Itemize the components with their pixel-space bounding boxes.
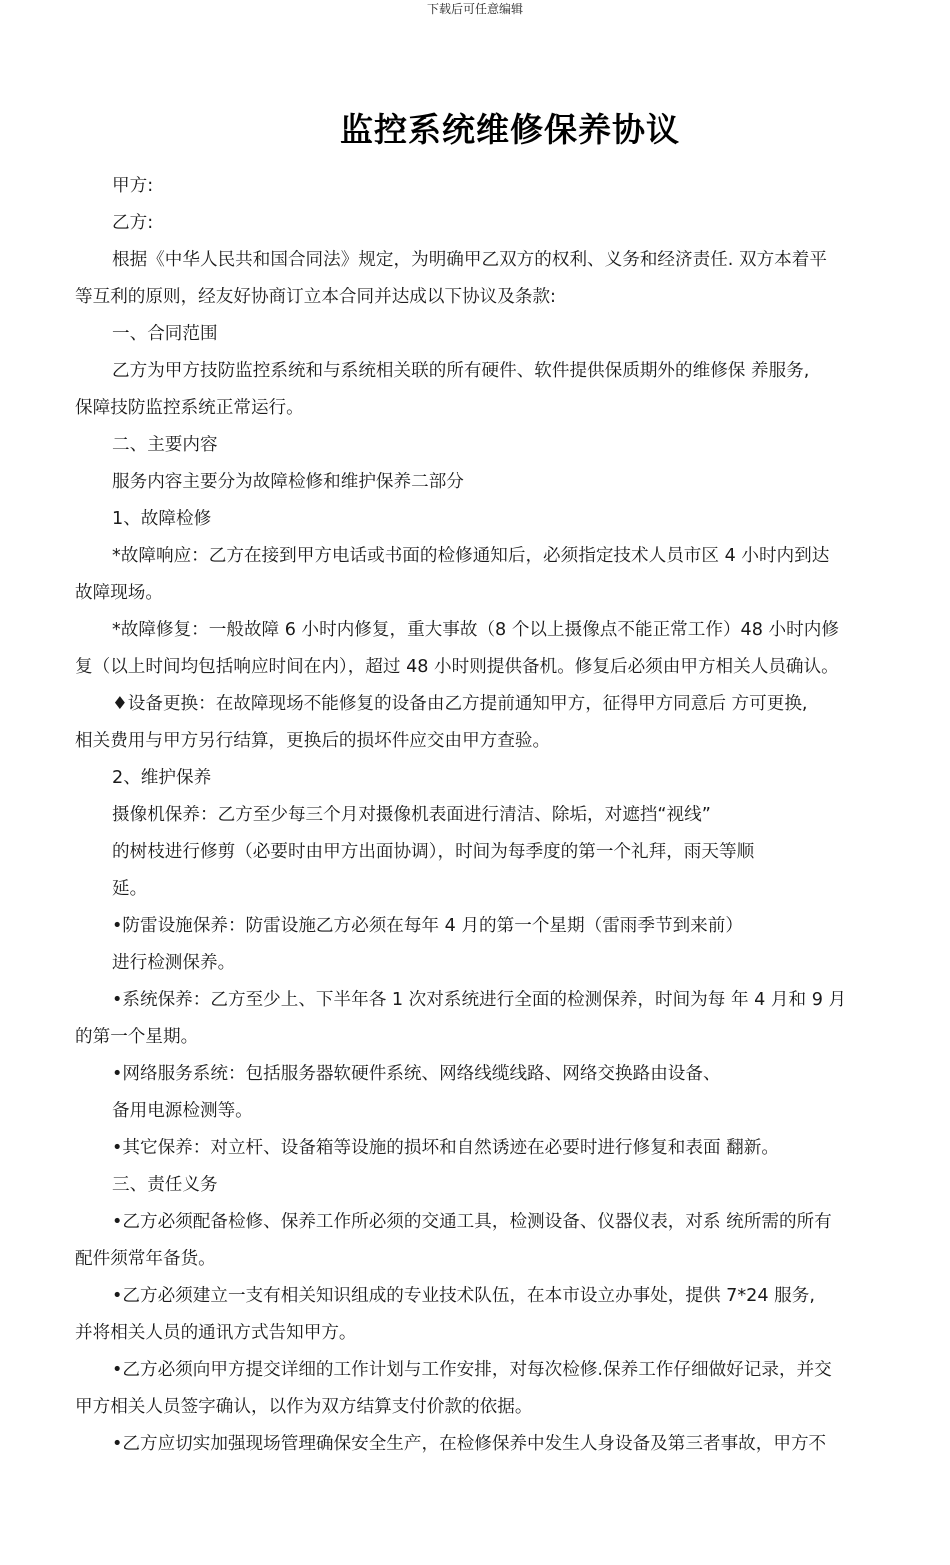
text-line: 备用电源检测等。: [112, 1101, 253, 1121]
text-line: 2、维护保养: [112, 768, 212, 788]
text-line: 甲方相关人员签字确认，以作为双方结算支付价款的依据。: [75, 1397, 533, 1417]
text-line: 甲方:: [112, 176, 154, 196]
text-line: 配件须常年备货。: [75, 1249, 216, 1269]
text-line: 复（以上时间均包括响应时间在内），超过 48 小时则提供备机。修复后必须由甲方相关人员确认。: [75, 657, 839, 677]
text-line: 保障技防监控系统正常运行。: [75, 398, 304, 418]
document-body: [75, 168, 881, 1463]
text-line: •网络服务系统：包括服务器软硬件系统、网络线缆线路、网络交换路由设备、: [112, 1064, 721, 1084]
text-line: •乙方必须向甲方提交详细的工作计划与工作安排，对每次检修.保养工作仔细做好记录，并交: [112, 1360, 832, 1380]
header-note: 下载后可任意编辑: [426, 2, 523, 16]
text-line: •其它保养：对立杆、设备箱等设施的损坏和自然诱迹在必要时进行修复和表面 翻新。: [112, 1138, 779, 1158]
text-line: 1、故障检修: [112, 509, 212, 529]
text-line: 一、合同范围: [112, 324, 218, 344]
text-line: 的树枝进行修剪（必要时由甲方出面协调），时间为每季度的第一个礼拜，雨天等顺: [112, 842, 755, 862]
text-line: •乙方必须建立一支有相关知识组成的专业技术队伍，在本市设立办事处，提供 7*24 服务,: [112, 1286, 815, 1306]
text-line: •乙方必须配备检修、保养工作所必须的交通工具，检测设备、仪器仪表，对系 统所需的所有: [112, 1212, 832, 1232]
text-line: 乙方:: [112, 213, 154, 233]
text-line: ♦设备更换：在故障现场不能修复的设备由乙方提前通知甲方，征得甲方同意后 方可更换,: [112, 694, 808, 714]
text-line: 并将相关人员的通讯方式告知甲方。: [75, 1323, 357, 1343]
text-line: 二、主要内容: [112, 435, 218, 455]
text-line: 进行检测保养。: [112, 953, 236, 973]
document-title: 监控系统维修保养协议: [340, 110, 680, 149]
text-line: 故障现场。: [75, 583, 163, 603]
text-line: 相关费用与甲方另行结算，更换后的损坏件应交由甲方查验。: [75, 731, 551, 751]
text-line: •乙方应切实加强现场管理确保安全生产，在检修保养中发生人身设备及第三者事故，甲方不: [112, 1434, 827, 1454]
text-line: *故障修复：一般故障 6 小时内修复，重大事故（8 个以上摄像点不能正常工作）48 小时内修: [112, 620, 839, 640]
text-line: *故障响应：乙方在接到甲方电话或书面的检修通知后，必须指定技术人员市区 4 小时内到达: [112, 546, 830, 566]
text-line: 根据《中华人民共和国合同法》规定，为明确甲乙双方的权利、义务和经济责任. 双方本着平: [112, 250, 827, 270]
text-line: 等互利的原则，经友好协商订立本合同并达成以下协议及条款:: [75, 287, 556, 307]
text-line: 的第一个星期。: [75, 1027, 199, 1047]
text-line: 摄像机保养：乙方至少每三个月对摄像机表面进行清洁、除垢，对遮挡“视线”: [112, 805, 711, 825]
text-line: 乙方为甲方技防监控系统和与系统相关联的所有硬件、软件提供保质期外的维修保 养服务,: [112, 361, 810, 381]
text-line: 延。: [112, 879, 148, 899]
text-line: •系统保养：乙方至少上、下半年各 1 次对系统进行全面的检测保养，时间为每 年 4 月和 9 月: [112, 990, 847, 1010]
text-line: 服务内容主要分为故障检修和维护保养二部分: [112, 472, 464, 492]
text-line: 三、责任义务: [112, 1175, 218, 1195]
text-line: •防雷设施保养：防雷设施乙方必须在每年 4 月的第一个星期（雷雨季节到来前）: [112, 916, 743, 936]
